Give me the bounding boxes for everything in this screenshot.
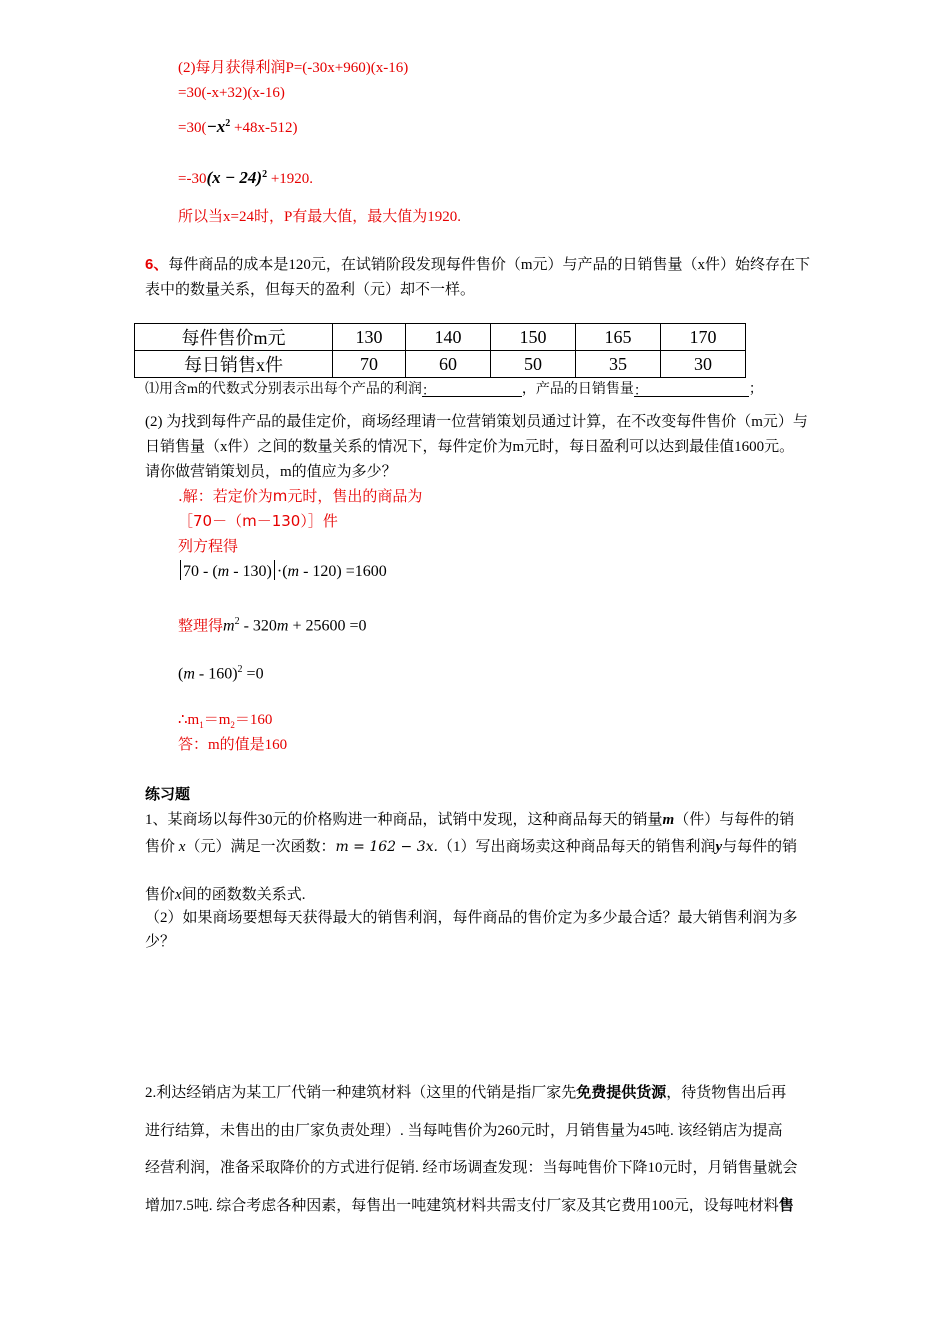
practice-q1-line4: （2）如果商场要想每天获得最大的销售利润，每件商品的售价定为多少最合适？最大销售利润为多 [145, 910, 798, 926]
table-row [135, 324, 746, 351]
q6-line1: 6、每件商品的成本是120元，在试销阶段发现每件售价（m元）与产品的日销售量（x件）始终存在下 [145, 256, 811, 273]
practice-q2-line1: 2.利达经销店为某工厂代销一种建筑材料（这里的代销是指厂家先免费提供货源，待货物售出后再 [145, 1085, 787, 1101]
table-cell: 30 [661, 351, 746, 378]
sales-blank: ： [634, 382, 749, 397]
table-cell: 70 [333, 351, 406, 378]
q6-line2: 表中的数量关系，但每天的盈利（元）却不一样。 [145, 282, 476, 298]
table-row [135, 351, 746, 378]
practice-q1-line5: 少？ [145, 934, 176, 950]
table-cell: 35 [576, 351, 661, 378]
sol6-equation3: (m - 160)$^2$ =0 [178, 664, 264, 683]
sol6-answer: 答：m的值是160 [178, 737, 288, 753]
sol6-step1: .解：若定价为m元时，售出的商品为 [178, 487, 423, 505]
practice-q2-line2: 进行结算，未售出的由厂家负责处理）. 当每吨售价为260元时，月销售量为45吨. 该经销店为提高 [145, 1123, 783, 1139]
row-label-price: 每件售价m元 [135, 324, 333, 351]
sol5-line1: (2)每月获得利润P=(-30x+960)(x-16) [178, 60, 409, 76]
practice-q1-line3: 售价x间的函数数关系式. [145, 887, 306, 903]
table-cell: 60 [406, 351, 491, 378]
table-cell: 170 [661, 324, 746, 351]
q6-part1: ⑴用含m的代数式分别表示出每个产品的利润： ，产品的日销售量： ； [145, 382, 763, 399]
sol5-line2: =30(-x+32)(x-16) [178, 85, 285, 101]
profit-blank: ： [422, 382, 522, 397]
practice-q1-line2: 售价 x（元）满足一次函数：m = 162 − 3x.（1）写出商场卖这种商品每天的销售利润y与每件的销 [145, 839, 798, 855]
table-cell: 150 [491, 324, 576, 351]
sol6-equation1: 70 - (m - 130) ·(m - 120) =1600 [178, 560, 387, 582]
sol6-step3: 列方程得 [178, 537, 239, 555]
q6-number: 6、 [145, 256, 169, 273]
table-cell: 130 [333, 324, 406, 351]
sol5-conclusion: 所以当x=24时，P有最大值，最大值为1920. [178, 209, 462, 225]
sol6-equation2: 整理得$m^2 - 320m + 25600 =0$ [178, 616, 367, 635]
q6-part2-line1: (2) 为找到每件产品的最佳定价，商场经理请一位营销策划员通过计算，在不改变每件售价（m元）与 [145, 414, 808, 430]
table-cell: 165 [576, 324, 661, 351]
practice-q2-line3: 经营利润，准备采取降价的方式进行促销. 经市场调查发现：当每吨售价下降10元时，月销售量就会 [145, 1160, 798, 1176]
table-cell: 50 [491, 351, 576, 378]
sol6-step2: ［70－（m－130）］件 [178, 512, 338, 530]
sol5-line4: $=-30(x - 24)^2 +1920$. [178, 168, 314, 187]
practice-q2-line4: 增加7.5吨. 综合考虑各种因素，每售出一吨建筑材料共需支付厂家及其它费用100元，设每吨材料售 [145, 1198, 794, 1214]
sol5-line3: $=30(-x^2 +48x-512)$ [178, 117, 298, 136]
practice-heading: 练习题 [145, 787, 191, 803]
table-cell: 140 [406, 324, 491, 351]
price-sales-table [134, 323, 746, 378]
practice-q1-line1: 1、某商场以每件30元的价格购进一种商品，试销中发现，这种商品每天的销量m（件）与每件的销 [145, 812, 795, 828]
sol6-result: $\therefore m_1=m_2=160$ [178, 712, 273, 730]
q6-part2-line2: 日销售量（x件）之间的数量关系的情况下，每件定价为m元时，每日盈利可以达到最佳值1600元。 [145, 439, 795, 455]
q6-part2-line3: 请你做营销策划员，m的值应为多少？ [145, 464, 397, 480]
row-label-sales: 每日销售x件 [135, 351, 333, 378]
